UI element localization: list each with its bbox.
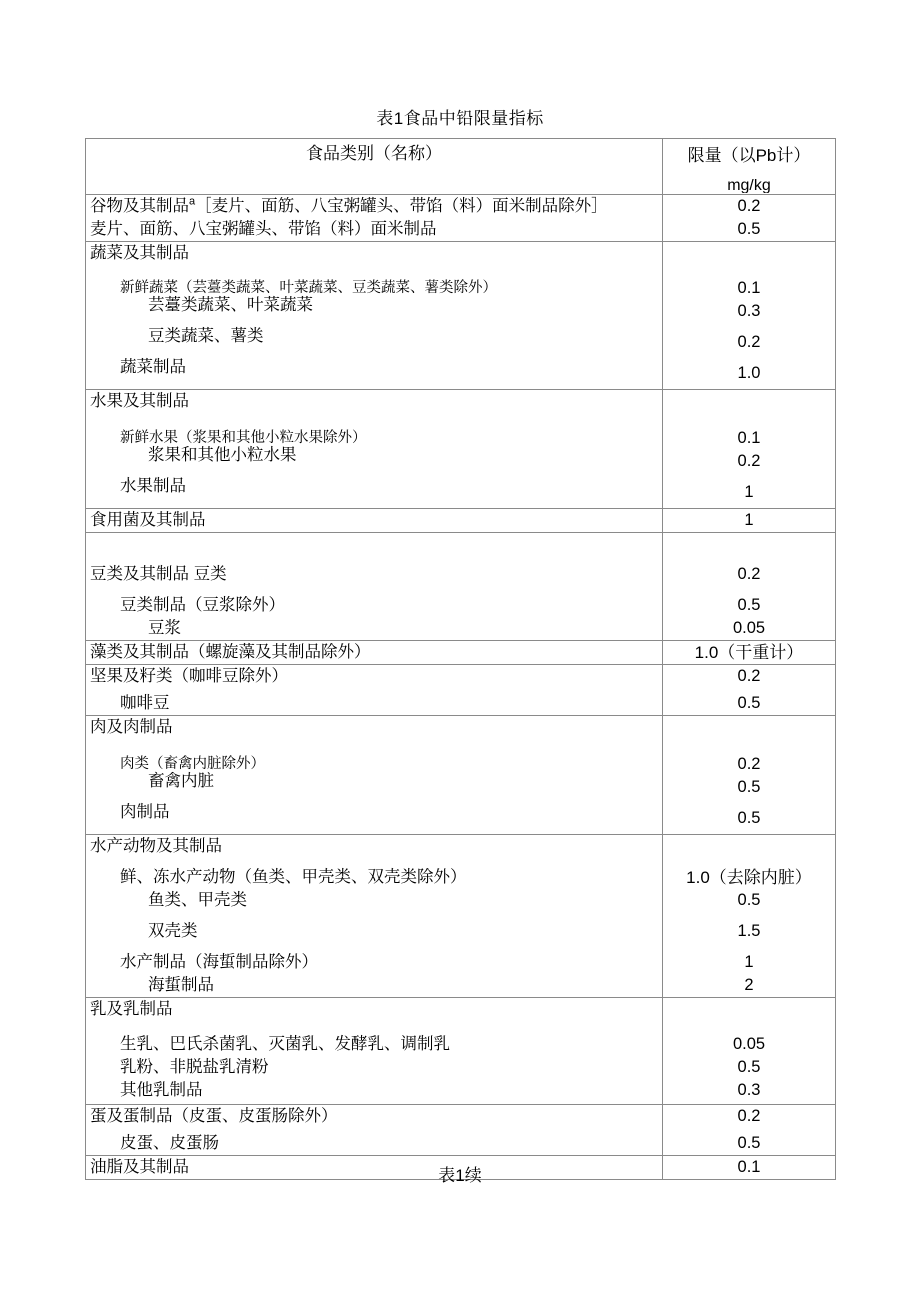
- limit-value: 0.5: [737, 809, 761, 827]
- column-header-category: 食品类别（名称）: [86, 139, 663, 195]
- category-name: 乳及乳制品: [90, 1000, 173, 1018]
- category-name: 水产制品（海蜇制品除外）: [120, 953, 318, 971]
- table-row: [86, 242, 836, 390]
- category-exclusion-note: ［麦片、面筋、八宝粥罐头、带馅（料）面米制品除外］: [195, 197, 608, 215]
- row-spacer: [663, 323, 835, 331]
- category-name: 麦片、面筋、八宝粥罐头、带馅（料）面米制品: [90, 220, 437, 238]
- row-spacer: [663, 858, 835, 866]
- row-spacer: [663, 912, 835, 920]
- category-label: [86, 920, 662, 943]
- category-name: 咖啡豆: [120, 694, 170, 712]
- category-name: 豆浆: [148, 619, 181, 637]
- category-name: 豆类蔬菜、薯类: [148, 327, 264, 345]
- category-label: [86, 974, 662, 997]
- limit-cell: [663, 509, 836, 533]
- limit-value: 1: [744, 511, 754, 529]
- table-row: [86, 509, 836, 533]
- limit-cell: [663, 835, 836, 998]
- category-name: 谷物及其制品: [90, 197, 189, 215]
- table-row: [86, 998, 836, 1105]
- category-name: 水果制品: [120, 477, 186, 495]
- limit-cell: [663, 665, 836, 716]
- category-label: [86, 665, 662, 688]
- category-cell: [86, 390, 663, 509]
- limit-value: 0.2: [737, 1107, 761, 1125]
- limit-value: 0.5: [737, 1058, 761, 1076]
- category-cell: [86, 242, 663, 390]
- limit-value: 0.5: [737, 596, 761, 614]
- table-body: [86, 195, 836, 1180]
- limit-cell: [663, 242, 836, 390]
- row-spacer: [86, 348, 662, 356]
- category-name: 皮蛋、皮蛋肠: [120, 1134, 219, 1152]
- limit-value: 1.0: [737, 364, 761, 382]
- table-row: [86, 716, 836, 835]
- category-label: [86, 617, 662, 640]
- category-name: 肉类（畜禽内脏除外）: [120, 756, 265, 770]
- category-cell: [86, 641, 663, 665]
- category-label: [86, 563, 662, 586]
- column-header-limit-unit: mg/kg: [727, 179, 771, 193]
- category-label: [86, 444, 662, 467]
- limit-value: 0.2: [737, 667, 761, 685]
- category-name: 肉及肉制品: [90, 718, 173, 736]
- category-cell: [86, 998, 663, 1105]
- category-label: [86, 951, 662, 974]
- category-label: [86, 641, 662, 664]
- category-name: 水产动物及其制品: [90, 837, 222, 855]
- category-name: 食用菌及其制品: [90, 511, 206, 529]
- limit-value: 0.2: [737, 452, 761, 470]
- limit-cell: [663, 641, 836, 665]
- category-name: 鱼类、甲壳类: [148, 891, 247, 909]
- table-row: [86, 195, 836, 242]
- category-name: 坚果及籽类（咖啡豆除外）: [90, 667, 288, 685]
- category-label: [86, 195, 662, 218]
- category-label: [86, 509, 662, 532]
- category-label: [86, 692, 662, 715]
- category-name: 鲜、冻水产动物（鱼类、甲壳类、双壳类除外）: [120, 868, 467, 886]
- limit-value: 0.5: [737, 694, 761, 712]
- category-label: [86, 594, 662, 617]
- limit-value: 0.5: [737, 891, 761, 909]
- row-spacer: [663, 504, 835, 508]
- page-title: 表1食品中铅限量指标: [376, 109, 544, 128]
- limit-cell: [663, 1105, 836, 1156]
- column-header-limit: [663, 139, 836, 195]
- limit-value: 0.3: [737, 302, 761, 320]
- category-name: 蛋及蛋制品（皮蛋、皮蛋肠除外）: [90, 1107, 338, 1125]
- category-name: 芸薹类蔬菜、叶菜蔬菜: [148, 296, 313, 314]
- limit-value: [663, 998, 835, 1021]
- limit-value: 0.05: [732, 619, 766, 637]
- row-spacer: [86, 943, 662, 951]
- category-label: [86, 716, 662, 739]
- limit-value: 0.2: [737, 197, 761, 215]
- category-label: [86, 866, 662, 889]
- limit-value: 0.1: [737, 1158, 761, 1176]
- category-label: [86, 1033, 662, 1056]
- category-label: [86, 390, 662, 413]
- row-spacer: [86, 413, 662, 427]
- row-spacer: [86, 265, 662, 277]
- table-row: [86, 1105, 836, 1156]
- category-name: 生乳、巴氏杀菌乳、灭菌乳、发酵乳、调制乳: [120, 1035, 450, 1053]
- category-label: [86, 277, 662, 294]
- column-header-limit-line1: 限量（以Pb计）: [687, 146, 811, 165]
- row-spacer: [86, 912, 662, 920]
- row-spacer: [86, 739, 662, 753]
- limit-value: 1.0（干重计）: [694, 643, 804, 662]
- category-label: [86, 325, 662, 348]
- row-spacer: [663, 739, 835, 753]
- row-spacer: [663, 799, 835, 807]
- limit-cell: [663, 195, 836, 242]
- category-name: 藻类及其制品（螺旋藻及其制品除外）: [90, 643, 371, 661]
- limit-value: 0.2: [737, 755, 761, 773]
- row-spacer: [663, 265, 835, 277]
- category-name: 双壳类: [148, 922, 198, 940]
- limit-value: [663, 390, 835, 413]
- category-cell: [86, 835, 663, 998]
- limit-cell: [663, 716, 836, 835]
- limit-value: 1.5: [737, 922, 761, 940]
- category-cell: [86, 533, 663, 641]
- row-spacer: [86, 824, 662, 828]
- row-spacer: [663, 1021, 835, 1033]
- category-label: [86, 294, 662, 317]
- row-spacer: [663, 533, 835, 563]
- category-name: 豆类及其制品 豆类: [90, 565, 227, 583]
- category-label: [86, 770, 662, 793]
- category-cell: [86, 716, 663, 835]
- category-name: 浆果和其他小粒水果: [148, 446, 297, 464]
- limit-value: 0.2: [737, 333, 761, 351]
- limit-value: [663, 835, 835, 858]
- limit-value: 0.1: [737, 279, 761, 297]
- row-spacer: [663, 586, 835, 594]
- category-name: 蔬菜及其制品: [90, 244, 189, 262]
- row-spacer: [86, 793, 662, 801]
- category-name: 新鲜水果（浆果和其他小粒水果除外）: [120, 430, 367, 444]
- table-row: [86, 665, 836, 716]
- category-label: [86, 889, 662, 912]
- row-spacer: [86, 379, 662, 383]
- limit-value: 0.5: [737, 1134, 761, 1152]
- row-spacer: [86, 586, 662, 594]
- row-spacer: [663, 354, 835, 362]
- row-spacer: [86, 498, 662, 502]
- row-spacer: [663, 413, 835, 427]
- category-name: 海蜇制品: [148, 976, 214, 994]
- category-label: [86, 356, 662, 379]
- category-name: 豆类制品（豆浆除外）: [120, 596, 285, 614]
- category-label: [86, 242, 662, 265]
- category-name: 畜禽内脏: [148, 772, 214, 790]
- row-spacer: [86, 467, 662, 475]
- limit-value: 2: [744, 976, 754, 994]
- table-header: [86, 139, 836, 195]
- category-label: [86, 801, 662, 824]
- page-footer: 表1续: [438, 1166, 482, 1185]
- category-label: [86, 1056, 662, 1079]
- row-spacer: [86, 317, 662, 325]
- category-name: 乳粉、非脱盐乳清粉: [120, 1058, 269, 1076]
- row-spacer: [663, 473, 835, 481]
- category-name: 新鲜蔬菜（芸薹类蔬菜、叶菜蔬菜、豆类蔬菜、薯类除外）: [120, 280, 497, 294]
- footnote-marker: a: [189, 195, 196, 208]
- limit-value: 0.5: [737, 220, 761, 238]
- category-label: [86, 218, 662, 241]
- category-name: 其他乳制品: [120, 1081, 203, 1099]
- category-name: 水果及其制品: [90, 392, 189, 410]
- table-row: [86, 390, 836, 509]
- category-cell: [86, 1105, 663, 1156]
- row-spacer: [86, 533, 662, 563]
- category-cell: [86, 509, 663, 533]
- limit-value: 0.05: [732, 1035, 766, 1053]
- limit-value: 1: [744, 483, 754, 501]
- limit-value: 1.0（去除内脏）: [686, 868, 812, 887]
- category-cell: [86, 195, 663, 242]
- limit-value: [663, 242, 835, 265]
- table-row: [86, 835, 836, 998]
- category-label: [86, 753, 662, 770]
- category-label: [86, 475, 662, 498]
- table-row: [86, 533, 836, 641]
- category-label: [86, 1132, 662, 1155]
- limit-value: 0.5: [737, 778, 761, 796]
- limit-value: 1: [744, 953, 754, 971]
- category-cell: [86, 665, 663, 716]
- limit-value: 0.3: [737, 1081, 761, 1099]
- row-spacer: [663, 943, 835, 951]
- limit-value: 0.2: [737, 565, 761, 583]
- row-spacer: [86, 858, 662, 866]
- category-label: [86, 835, 662, 858]
- category-name: 油脂及其制品: [90, 1158, 189, 1176]
- category-name: 肉制品: [120, 803, 170, 821]
- lead-limits-table: [85, 138, 836, 1180]
- category-name: 蔬菜制品: [120, 358, 186, 376]
- category-label: [86, 427, 662, 444]
- row-spacer: [663, 830, 835, 834]
- limit-value: 0.1: [737, 429, 761, 447]
- limit-cell: [663, 533, 836, 641]
- limit-value: [663, 716, 835, 739]
- limit-cell: [663, 390, 836, 509]
- limit-cell: [663, 998, 836, 1105]
- row-spacer: [86, 1021, 662, 1033]
- category-label: [86, 998, 662, 1021]
- table-header-row: [86, 139, 836, 195]
- table-row: [86, 641, 836, 665]
- category-label: [86, 1079, 662, 1102]
- row-spacer: [663, 385, 835, 389]
- category-label: [86, 1105, 662, 1128]
